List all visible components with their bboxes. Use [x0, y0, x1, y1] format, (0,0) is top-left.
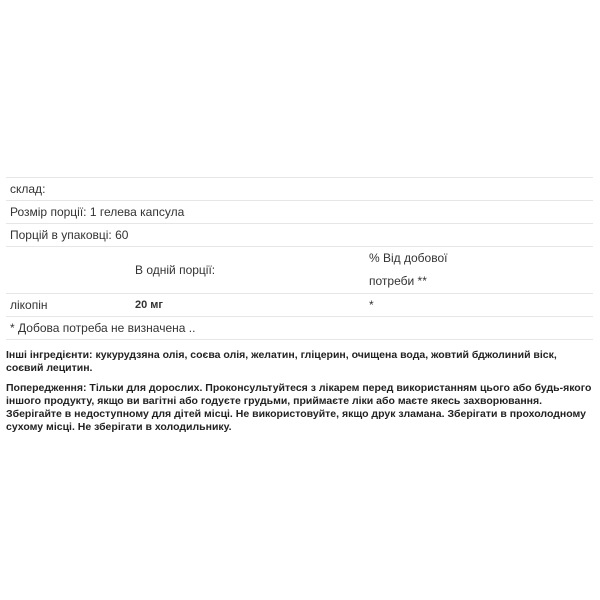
supplement-facts-table [6, 177, 593, 340]
nutrient-daily-value: * [365, 294, 593, 317]
servings-per-container: Порцій в упаковці: 60 [6, 224, 593, 247]
composition-row [6, 178, 593, 201]
header-daily-value [365, 247, 593, 294]
serving-size: Розмір порції: 1 гелева капсула [6, 201, 593, 224]
footnote-row [6, 317, 593, 340]
other-ingredients: Інші інгредієнти: кукурудзяна олія, соєва олія, желатин, гліцерин, очищена вода, жовтий бджолиний віск, соєвий лецитин. [6, 349, 557, 374]
warning-text: Попередження: Тільки для дорослих. Проконсультуйтеся з лікарем перед використанням цього або будь-якого іншого продукту, якщо ви вагітні або годуєте грудьми, приймаєте ліки або маєте якесь захворювання. Зберігайте в недоступному для дітей місці. Не використовуйте, якщо друк зламана. Зберігати в прохолодному сухому місці. Не зберігати в холодильнику. [6, 382, 592, 433]
header-daily-value-line1: % Від добової [369, 251, 448, 265]
header-per-serving: В одній порції: [131, 247, 365, 294]
composition-label: склад: [6, 178, 593, 201]
footnote: * Добова потреба не визначена .. [6, 317, 593, 340]
header-col1 [6, 247, 131, 294]
header-daily-value-line2: потреби ** [369, 274, 427, 288]
serving-size-row [6, 201, 593, 224]
servings-per-container-row [6, 224, 593, 247]
nutrient-name: лікопін [6, 294, 131, 317]
table-row [6, 294, 593, 317]
nutrient-amount: 20 мг [131, 294, 365, 317]
table-header-row [6, 247, 593, 294]
